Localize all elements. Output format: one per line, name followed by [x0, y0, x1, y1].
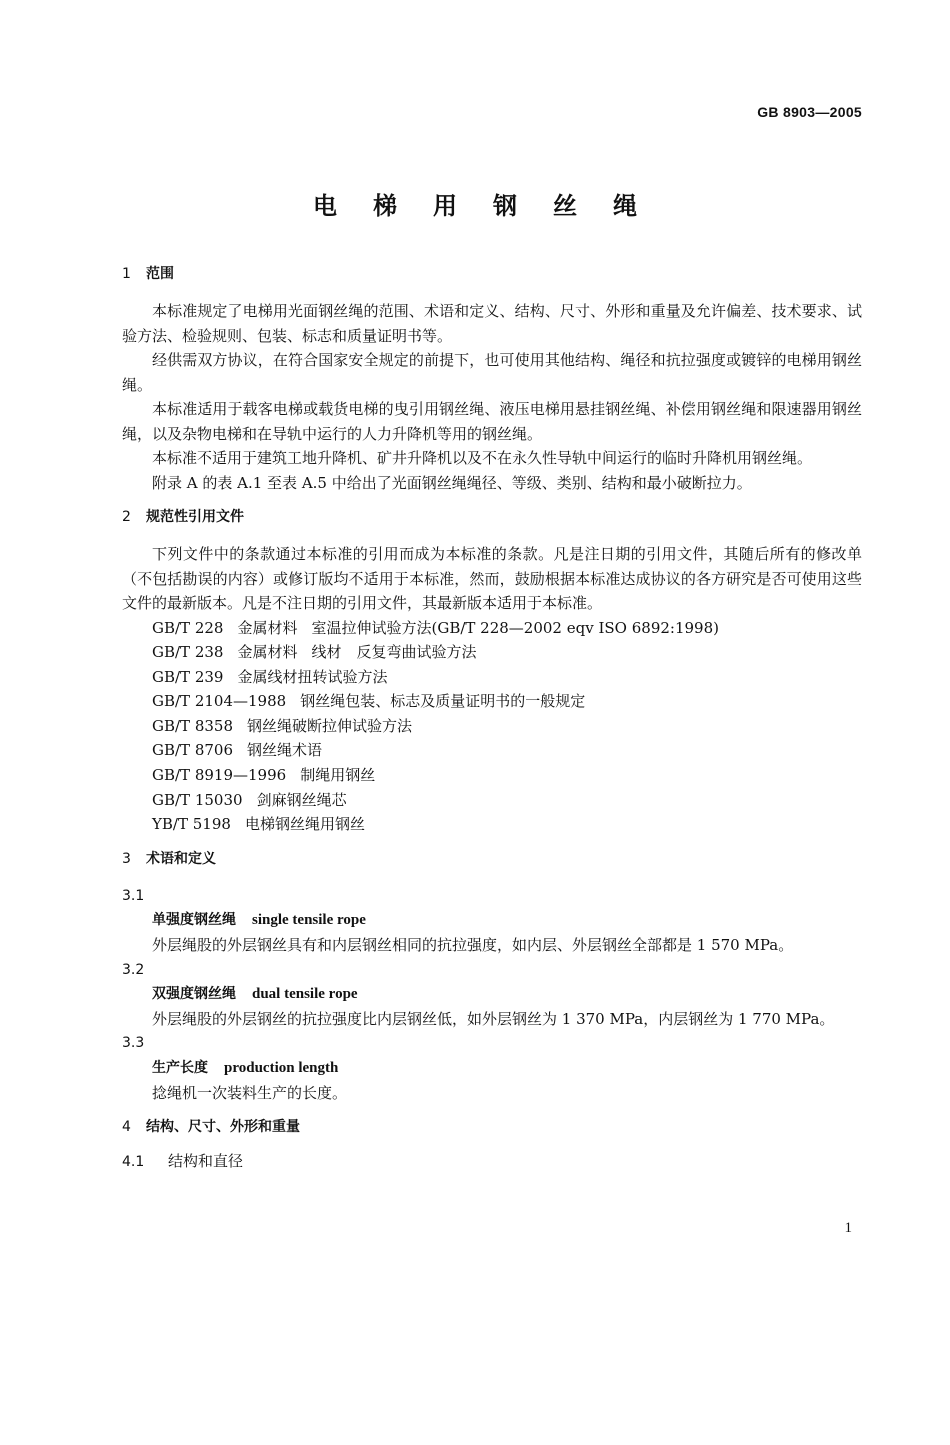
term-number: 3.2 — [122, 961, 145, 978]
reference-code: GB/T 238 — [152, 643, 224, 662]
term-english: production length — [224, 1060, 339, 1076]
section-heading-3 — [122, 847, 862, 871]
section-heading-1 — [122, 262, 862, 286]
term-english: dual tensile rope — [252, 986, 358, 1003]
document-body — [122, 262, 862, 1174]
reference-code: GB/T 8706 — [152, 741, 234, 760]
paragraph: 附录 A 的表 A.1 至表 A.5 中给出了光面钢丝绳绳径、等级、类别、结构和最小破断拉力。 — [152, 473, 752, 492]
standard-code: GB 8903—2005 — [757, 104, 862, 120]
section-heading-4 — [122, 1115, 862, 1139]
section-title: 结构、尺寸、外形和重量 — [146, 1119, 300, 1136]
paragraph: 经供需双方协议，在符合国家安全规定的前提下，也可使用其他结构、绳径和抗拉强度或镀锌的电梯用钢丝绳。 — [122, 351, 862, 394]
reference-item — [152, 714, 862, 739]
reference-name: 钢丝绳包装、标志及质量证明书的一般规定 — [300, 692, 586, 711]
subsection-number: 4.1 — [122, 1154, 145, 1171]
reference-item — [152, 763, 862, 788]
section-number: 2 — [122, 509, 131, 525]
reference-item — [152, 616, 862, 641]
subsection-title: 结构和直径 — [168, 1152, 244, 1171]
paragraph: 本标准规定了电梯用光面钢丝绳的范围、术语和定义、结构、尺寸、外形和重量及允许偏差、技术要求、试验方法、检验规则、包装、标志和质量证明书等。 — [122, 302, 862, 345]
reference-code: GB/T 8358 — [152, 716, 234, 735]
paragraph: 本标准不适用于建筑工地升降机、矿井升降机以及不在永久性导轨中间运行的临时升降机用钢丝绳。 — [152, 449, 813, 467]
paragraph: 下列文件中的条款通过本标准的引用而成为本标准的条款。凡是注日期的引用文件，其随后所有的修改单（不包括勘误的内容）或修订版均不适用于本标准，然而，鼓励根据本标准达成协议的各方研究是否可使用这些文件的最新版本。凡是不注日期的引用文件，其最新版本适用于本标准。 — [122, 545, 862, 612]
section-title: 范围 — [146, 266, 174, 282]
reference-code: GB/T 15030 — [152, 790, 243, 809]
page-number: 1 — [844, 1220, 852, 1236]
reference-name: 钢丝绳术语 — [247, 741, 323, 760]
reference-code: GB/T 2104—1988 — [152, 692, 287, 711]
document-title: 电梯用钢丝绳 — [313, 192, 673, 220]
section-number: 1 — [122, 266, 131, 282]
reference-item — [152, 738, 862, 763]
reference-code: GB/T 239 — [152, 667, 224, 686]
term-definition: 外层绳股的外层钢丝的抗拉强度比内层钢丝低，如外层钢丝为 1 370 MPa，内层钢丝为 1 770 MPa。 — [152, 1009, 835, 1028]
reference-item — [152, 640, 862, 665]
reference-name: 钢丝绳破断拉伸试验方法 — [247, 716, 413, 735]
section-number: 3 — [122, 850, 131, 867]
reference-name-part: 线材 反复弯曲试验方法 — [311, 643, 477, 662]
term-english: single tensile rope — [252, 912, 366, 929]
term-chinese: 双强度钢丝绳 — [152, 986, 236, 1003]
reference-name: 金属线材扭转试验方法 — [237, 667, 388, 686]
term-definition: 捻绳机一次装料生产的长度。 — [152, 1083, 348, 1102]
reference-code: GB/T 228 — [152, 618, 224, 637]
reference-item — [152, 689, 862, 714]
reference-item — [152, 788, 862, 813]
term-definition: 外层绳股的外层钢丝具有和内层钢丝相同的抗拉强度，如内层、外层钢丝全部都是 1 570 MPa。 — [152, 936, 794, 955]
reference-item — [152, 812, 862, 837]
term-heading — [152, 982, 862, 1007]
reference-name: 金属材料 — [237, 618, 298, 637]
reference-code: YB/T 5198 — [152, 815, 231, 834]
reference-name: 制绳用钢丝 — [300, 766, 376, 785]
term-number: 3.3 — [122, 1035, 145, 1052]
term-number: 3.1 — [122, 887, 145, 904]
reference-code: GB/T 8919—1996 — [152, 766, 287, 785]
term-heading — [152, 1056, 862, 1081]
section-number: 4 — [122, 1119, 131, 1136]
subsection-heading — [122, 1149, 862, 1174]
reference-name: 电梯钢丝绳用钢丝 — [244, 815, 365, 834]
section-title: 术语和定义 — [146, 850, 216, 867]
term-chinese: 单强度钢丝绳 — [152, 912, 236, 929]
section-heading-2 — [122, 505, 862, 529]
reference-item — [152, 665, 862, 690]
reference-name: 金属材料 — [237, 643, 298, 662]
term-heading — [152, 908, 862, 933]
reference-name: 剑麻钢丝绳芯 — [256, 790, 347, 809]
term-chinese: 生产长度 — [152, 1060, 208, 1076]
reference-name-part: 室温拉伸试验方法(GB/T 228—2002 eqv ISO 6892:1998) — [311, 618, 719, 637]
section-title: 规范性引用文件 — [146, 509, 244, 525]
paragraph: 本标准适用于载客电梯或载货电梯的曳引用钢丝绳、液压电梯用悬挂钢丝绳、补偿用钢丝绳和限速器用钢丝绳，以及杂物电梯和在导轨中运行的人力升降机等用的钢丝绳。 — [122, 400, 862, 443]
